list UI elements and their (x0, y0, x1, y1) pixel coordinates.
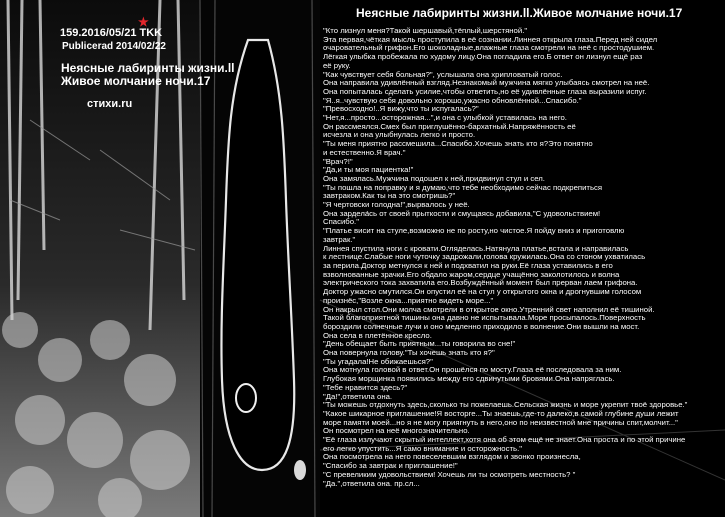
text-line: "День обещает быть приятным...ты говорила во сне!" (323, 340, 516, 349)
text-line: "Ты угадала!Не обижаешься?" (323, 357, 433, 366)
text-line: Она повернула голову."Ты хочешь знать кто я?" (323, 349, 495, 358)
text-line: "Превосходно!..Я вижу,что ты испугалась?" (323, 105, 479, 114)
published-line: Publicerad 2014/02/22 (62, 41, 166, 52)
text-line: Такой благоприятной тишины она давно не испытывала.Море просыпалось.Поверхность (323, 314, 646, 323)
text-line: взволнованные зрачки.Его обдало жаром,сердце учащённо заколотилось и волна (323, 270, 620, 279)
text-line: Она попыталась сделать усилие,чтобы ответить,но её удивлённые глаза выразили испуг. (323, 87, 647, 96)
text-line: электрического тока захватила его.Возбуждённый момент был прерван лаем грифона. (323, 279, 638, 288)
text-line: "Я..я..чувствую себя довольно хорошо,ужасно обновлённой...Спасибо." (323, 96, 582, 105)
text-line: "Ты можешь отдохнуть здесь,сколько ты пожелаешь.Сельская жизнь и море укрепит твоё здоровье." (323, 401, 688, 410)
poem-title: Неясные лабиринты жизни.ll.Живое молчание ночи.17 (356, 6, 683, 20)
text-line: "Ты пошла на поправку и я думаю,что тебе необходимо сейчас подкрепиться (323, 183, 603, 192)
text-line: бороздили солнечные лучи и оно медленно приходило в волнение.Они вышли на мост. (323, 322, 640, 331)
text-line: "Да,и ты моя пациентка!" (323, 166, 414, 175)
text-line: "С превеликим удовольствием! Хочешь ли ты осмотреть местность? " (323, 470, 576, 479)
text-line: Он накрыл стол.Они молча смотрели в открытое окно.Утренний свет наполнил её тишиной. (323, 305, 655, 314)
text-line: завтраком.Как ты на это смотришь?" (323, 192, 456, 201)
text-line: "Нет,я...просто...осторожная...",и она с улыбкой уставилась на него. (323, 114, 567, 123)
text-line: "Платье висит на стуле,возможно не по росту,но чистое.Я пойду вниз и приготовлю (323, 227, 625, 236)
text-line: "Кто лизнул меня?Такой шершавый,тёплый,шерстяной." (323, 27, 528, 35)
text-line: за перила.Доктор метнулся к ней и подхватил на руки.Её глаза уставились в его (323, 261, 613, 270)
text-line: "Как чувствует себя больная?", услышала она хрипловатый голос. (323, 70, 563, 79)
text-line: его легко упустить...Я само внимание и осторожность." (323, 444, 522, 453)
star-icon: ★ (138, 15, 149, 29)
text-line: "Врач?!" (323, 157, 353, 166)
series-title (61, 62, 235, 88)
text-line: Она замялась.Мужчина подошел к ней,придвинул стул и сел. (323, 174, 545, 183)
site-name: стихи.ru (87, 98, 133, 110)
text-line: Она посмотрела на него повеселевшим взглядом и звонко произнесла, (323, 453, 581, 462)
text-line: "Ты меня приятно рассмешила...Спасибо.Хочешь знать кто я?Это понятно (323, 140, 593, 149)
date-line (60, 15, 163, 39)
text-line: и естественно.Я врач." (323, 148, 406, 157)
text-line: Она села в плетённое кресло. (323, 331, 432, 340)
poem-text (323, 27, 723, 488)
series-line-1: Неясные лабиринты жизни.ll (61, 61, 235, 75)
text-line: "Я чертовски голодна!",вырвалось у неё. (323, 201, 470, 210)
text-line: её руку. (323, 61, 351, 70)
text-line: Он рассмеялся.Смех был приглушённо-бархатный.Напряжённость её (323, 122, 576, 131)
text-line: Эта первая,чёткая мысль проступила в её сознании.Линнея открыла глаза.Перед ней сидел (323, 35, 658, 44)
date-text: 159.2016/05/21 TKK (60, 27, 163, 39)
text-line: Лёгкая улыбка пробежала по худому лицу.Она погладила его.Б ответ он лизнул ещё раз (323, 53, 643, 62)
text-line: завтрак." (323, 235, 356, 244)
text-line: Спасибо." (323, 218, 359, 227)
text-line: Линнея спустила ноги с кровати.Огляделась.Натянула платье,встала и направилась (323, 244, 629, 253)
series-line-2: Живое молчание ночи.17 (61, 74, 211, 88)
text-line: Она зардела́сь от своей прыткости и смущаясь добавила,"С удовольствием! (323, 209, 601, 218)
text-line: Доктор ужасно смутился.Он опустил её на стул у открытого окна и дрогнувшим голосом (323, 288, 642, 297)
text-line: море памяти моей...но я не могу приягнуть в него,оно по неизвестной мне причины спит,молчит..." (323, 418, 678, 427)
text-line: Она направила удивлённый взгляд.Незнакомый мужчина мягко улыбаясь смотрел на неё. (323, 79, 650, 88)
text-line: исчезла и она улыбнулась легко и просто. (323, 131, 476, 140)
text-line: Глубокая морщинка появились между его сдвинутыми бровями.Она напряглась. (323, 375, 615, 384)
text-line: очаровательный грифон.Его шоколадные,влажные глаза смотрели на неё с простодушием. (323, 44, 655, 53)
text-line: "Спасибо за завтрак и приглашение!" (323, 462, 458, 471)
text-line: Она мотнула головой в ответ.Он прошёлся по мосту.Глаза её последовала за ним. (323, 366, 622, 375)
text-line: "Да!",ответила она. (323, 392, 393, 401)
text-line: Он посмотрел на неё многозначительно. (323, 427, 470, 436)
text-line: произнёс,"Возле окна...приятно видеть море..." (323, 296, 494, 305)
text-line: "Да.",ответила она. пр.сл... (323, 479, 420, 488)
text-line: "Какое шикарное приглашение!Я восторге...Ты знаешь,где-то далеко,в самой глубине души лежит (323, 409, 679, 418)
text-line: "Её глаза излучают скрытый интеллект,хотя она об этом ещё не знает.Она проста и по этой причине (323, 436, 686, 445)
text-line: "Тебе нравится здесь?" (323, 383, 408, 392)
text-line: к лестнице.Слабые ноги чуточку задрожали,голова кружилась.Она со стоном ухватилась (323, 253, 646, 262)
